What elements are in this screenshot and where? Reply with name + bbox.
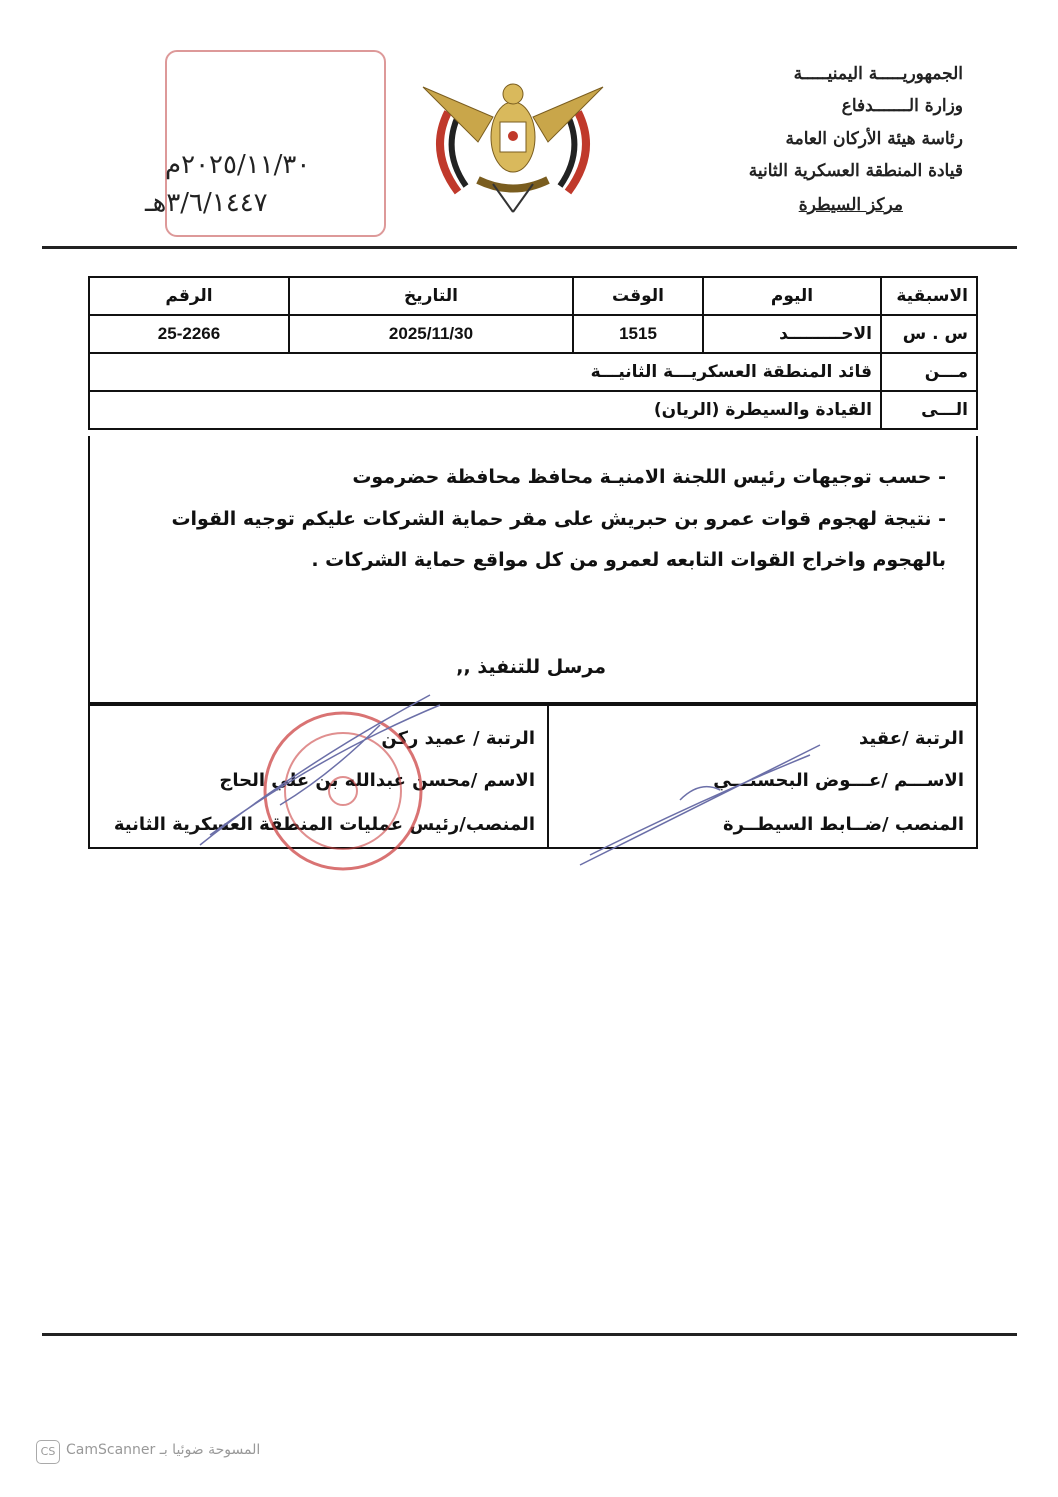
sig-right-name: الاســـم /عـــوض البحسنـــي — [713, 770, 964, 791]
to-label: الـــى — [881, 391, 977, 429]
number-header: الرقم — [89, 277, 289, 315]
from-value: قائد المنطقة العسكريـــة الثانيـــة — [89, 353, 881, 391]
signature-scribble-left-icon — [180, 685, 460, 855]
from-label: مـــن — [881, 353, 977, 391]
sig-left-position: المنصب/رئيس عمليات المنطقة العسكرية الثانية — [113, 814, 535, 835]
day-value: الاحـــــــــد — [703, 315, 881, 353]
priority-header: الاسبقية — [881, 277, 977, 315]
letterhead-staff: رئاسة هيئة الأركان العامة — [785, 129, 963, 149]
body-line: - نتيجة لهجوم قوات عمرو بن حبريش على مقر حماية الشركات عليكم توجيه القوات — [171, 508, 946, 530]
letterhead-center: مركز السيطرة — [798, 195, 903, 215]
body-line: بالهجوم واخراج القوات التابعه لعمرو من كل مواقع حماية الشركات . — [311, 549, 946, 571]
eagle-emblem-icon — [418, 72, 608, 217]
body-line: - حسب توجيهات رئيس اللجنة الامنيـة محافظ محافظة حضرموت — [352, 466, 946, 488]
letterhead-country: الجمهوريـــــة اليمنيـــــة — [793, 64, 963, 84]
sig-left-rank: الرتبة / عميد ركن — [381, 728, 535, 749]
letterhead-ministry: وزارة الـــــــدفاع — [841, 96, 963, 116]
footer-divider — [42, 1333, 1017, 1336]
to-value: القيادة والسيطرة (الريان) — [89, 391, 881, 429]
closing-text: مرسل للتنفيذ ,, — [456, 656, 606, 678]
handwritten-date-gregorian: ٢٠٢٥/١١/٣٠م — [165, 150, 311, 180]
sig-right-position: المنصب /ضــابط السيطــرة — [723, 814, 964, 835]
camscanner-footer: المسوحة ضوئيا بـ CamScanner — [66, 1442, 261, 1458]
sig-right-rank: الرتبة /عقيد — [859, 728, 964, 749]
time-header: الوقت — [573, 277, 703, 315]
camscanner-badge-icon: CS — [36, 1440, 60, 1464]
message-header-table — [88, 276, 978, 430]
handwritten-date-hijri: ٣/٦/١٤٤٧هـ — [145, 188, 268, 218]
message-body — [88, 436, 978, 704]
number-value: 25-2266 — [89, 315, 289, 353]
time-value: 1515 — [573, 315, 703, 353]
priority-value: س . س — [881, 315, 977, 353]
signature-scribble-right-icon — [570, 740, 830, 870]
sig-left-name: الاسم /محسن عبدالله بن علي الحاج — [219, 770, 535, 791]
letterhead-command: قيادة المنطقة العسكرية الثانية — [748, 161, 963, 181]
header-divider — [42, 246, 1017, 249]
day-header: اليوم — [703, 277, 881, 315]
date-header: التاريخ — [289, 277, 573, 315]
date-value: 2025/11/30 — [289, 315, 573, 353]
